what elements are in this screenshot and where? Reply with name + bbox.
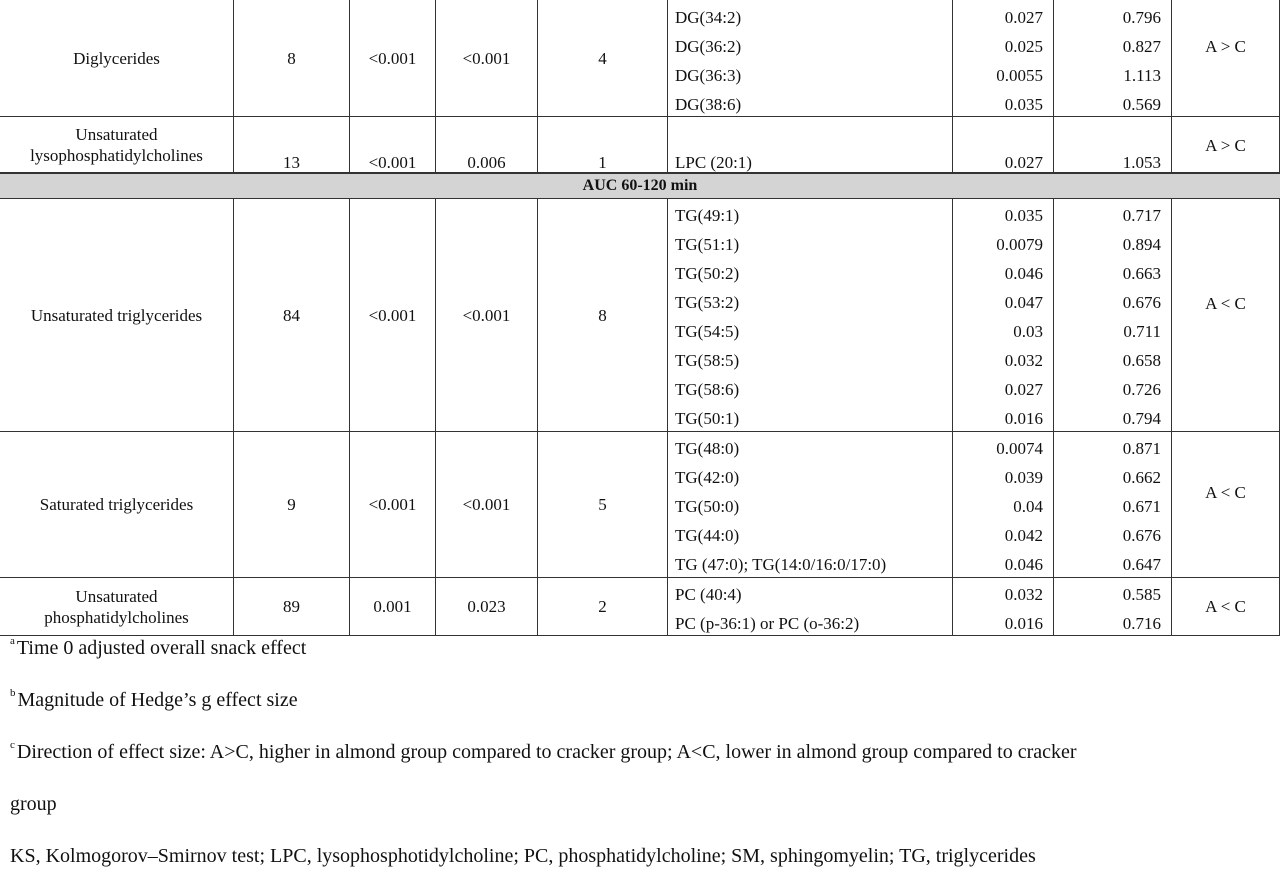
ks-p-value: 0.035	[1004, 205, 1043, 225]
significant-count-cell	[537, 432, 667, 577]
footnote-b	[10, 689, 298, 712]
lipid-class-cell	[0, 0, 233, 116]
p-value-2: <0.001	[462, 305, 511, 325]
p-value-1-cell	[349, 117, 435, 172]
n-cell	[233, 432, 349, 577]
effect-size: 0.711	[1123, 321, 1161, 341]
significant-count: 2	[598, 597, 607, 616]
p-value-1-cell	[349, 0, 435, 116]
footnote-text: group	[10, 793, 57, 815]
ks-p-value: 0.047	[1004, 292, 1043, 312]
direction-value: A > C	[1205, 37, 1246, 56]
ks-p-value: 0.04	[1013, 496, 1043, 516]
lipid-species: TG(49:1)	[675, 205, 740, 225]
lipid-species-cell	[667, 432, 952, 577]
effect-size: 0.716	[1122, 613, 1161, 633]
lipid-species: TG(44:0)	[675, 525, 740, 545]
lipid-class-label: Diglycerides	[73, 48, 160, 68]
lipid-species: PC (40:4)	[675, 584, 742, 604]
significant-count: 4	[598, 48, 607, 68]
effect-size: 0.794	[1122, 408, 1161, 428]
n-cell	[233, 117, 349, 172]
ks-p-value: 0.032	[1004, 350, 1043, 370]
lipid-class-cell	[0, 199, 233, 431]
ks-p-value: 0.035	[1004, 94, 1043, 114]
p-value-2-cell	[435, 0, 537, 116]
lipid-species: DG(36:2)	[675, 36, 742, 56]
ks-p-value: 0.027	[1004, 152, 1043, 172]
effect-size-cell	[1053, 432, 1171, 577]
significant-count-cell	[537, 0, 667, 116]
footnote-text: Time 0 adjusted overall snack effect	[16, 637, 307, 659]
p-value-1-cell	[349, 199, 435, 431]
effect-size: 0.726	[1122, 379, 1161, 399]
direction-value: A < C	[1205, 483, 1246, 502]
lipid-class-label: Unsaturated	[75, 124, 158, 144]
table-row	[0, 199, 1280, 432]
lipid-class-cell	[0, 578, 233, 635]
lipid-species: LPC (20:1)	[675, 152, 752, 172]
ks-p-value: 0.027	[1004, 7, 1043, 27]
effect-size: 1.113	[1123, 65, 1161, 85]
ks-p-value: 0.025	[1004, 36, 1043, 56]
section-header-label: AUC 60-120 min	[582, 177, 698, 194]
effect-size: 0.676	[1122, 292, 1161, 312]
footnote-c	[10, 741, 1077, 764]
effect-size-cell	[1053, 117, 1171, 172]
n-value: 9	[287, 495, 296, 514]
p-value-1: <0.001	[368, 152, 417, 172]
effect-size: 0.827	[1122, 36, 1161, 56]
ks-p-value: 0.03	[1013, 321, 1043, 341]
effect-size: 0.569	[1122, 94, 1161, 114]
p-value-2-cell	[435, 432, 537, 577]
p-value-2-cell	[435, 199, 537, 431]
table-row	[0, 578, 1280, 636]
effect-size: 0.871	[1122, 438, 1161, 458]
p-value-1-cell	[349, 578, 435, 635]
lipid-species-cell	[667, 578, 952, 635]
lipid-class-label: Unsaturated	[75, 586, 158, 606]
ks-p-value: 0.0055	[996, 65, 1043, 85]
lipid-species: DG(34:2)	[675, 7, 742, 27]
direction-cell	[1171, 199, 1280, 431]
effect-size: 0.796	[1122, 7, 1161, 27]
ks-p-value: 0.016	[1004, 408, 1043, 428]
significant-count: 5	[598, 495, 607, 514]
lipid-species: TG(50:2)	[675, 263, 740, 283]
effect-size-cell	[1053, 578, 1171, 635]
n-value: 13	[283, 152, 300, 172]
effect-size: 0.894	[1122, 234, 1161, 254]
effect-size: 0.663	[1122, 263, 1161, 283]
p-value-2: 0.023	[467, 597, 506, 616]
p-value-2: <0.001	[462, 48, 511, 68]
ks-p-value: 0.0074	[996, 438, 1043, 458]
lipid-species: TG(48:0)	[675, 438, 740, 458]
lipid-species-cell	[667, 0, 952, 116]
direction-value: A < C	[1205, 294, 1246, 313]
effect-size: 0.647	[1122, 554, 1161, 574]
ks-p-value-cell	[952, 0, 1053, 116]
ks-p-value: 0.032	[1004, 584, 1043, 604]
lipid-species: TG(53:2)	[675, 292, 740, 312]
p-value-1: <0.001	[368, 305, 417, 325]
n-value: 8	[287, 48, 296, 68]
footnote-marker: b	[10, 687, 16, 699]
ks-p-value-cell	[952, 117, 1053, 172]
effect-size-cell	[1053, 0, 1171, 116]
direction-value: A < C	[1205, 597, 1246, 616]
footnote-marker: a	[10, 635, 15, 647]
p-value-2-cell	[435, 117, 537, 172]
lipid-class-label: lysophosphatidylcholines	[30, 145, 203, 165]
ks-p-value: 0.046	[1004, 263, 1043, 283]
lipid-species-cell	[667, 117, 952, 172]
abbreviations-note	[10, 845, 1036, 868]
p-value-2: <0.001	[462, 495, 511, 514]
direction-value: A > C	[1205, 135, 1246, 155]
ks-p-value-cell	[952, 578, 1053, 635]
lipid-species: TG(58:5)	[675, 350, 740, 370]
lipid-species: TG(51:1)	[675, 234, 740, 254]
ks-p-value-cell	[952, 199, 1053, 431]
effect-size: 0.717	[1122, 205, 1161, 225]
significant-count-cell	[537, 117, 667, 172]
n-cell	[233, 199, 349, 431]
lipid-class-cell	[0, 432, 233, 577]
lipid-species: TG(58:6)	[675, 379, 740, 399]
footnote-c-continued	[10, 793, 57, 816]
effect-size: 0.662	[1122, 467, 1161, 487]
lipid-species: TG(50:1)	[675, 408, 740, 428]
ks-p-value: 0.046	[1004, 554, 1043, 574]
direction-cell	[1171, 117, 1280, 172]
footnote-marker: c	[10, 739, 15, 751]
n-cell	[233, 578, 349, 635]
significant-count: 1	[598, 152, 607, 172]
effect-size: 0.658	[1122, 350, 1161, 370]
p-value-2-cell	[435, 578, 537, 635]
lipid-class-label: Saturated triglycerides	[39, 495, 194, 514]
significant-count-cell	[537, 578, 667, 635]
lipid-class-label: Unsaturated triglycerides	[30, 305, 203, 325]
footnote-text: Magnitude of Hedge’s g effect size	[17, 689, 298, 711]
ks-p-value: 0.016	[1004, 613, 1043, 633]
ks-p-value-cell	[952, 432, 1053, 577]
effect-size: 0.671	[1122, 496, 1161, 516]
n-value: 89	[283, 597, 300, 616]
ks-p-value: 0.042	[1004, 525, 1043, 545]
lipid-species-cell	[667, 199, 952, 431]
lipid-species: PC (p-36:1) or PC (o-36:2)	[675, 613, 860, 633]
direction-cell	[1171, 432, 1280, 577]
lipid-species: TG(42:0)	[675, 467, 740, 487]
p-value-1-cell	[349, 432, 435, 577]
effect-size-cell	[1053, 199, 1171, 431]
table-row	[0, 0, 1280, 117]
table-row	[0, 117, 1280, 173]
lipid-species: DG(36:3)	[675, 65, 742, 85]
footnote-a	[10, 637, 306, 660]
significant-count-cell	[537, 199, 667, 431]
lipid-class-cell	[0, 117, 233, 172]
direction-cell	[1171, 0, 1280, 116]
p-value-2: 0.006	[467, 152, 506, 172]
footnote-text: Direction of effect size: A>C, higher in almond group compared to cracker group; A<C, lower in almond group compared to cracker	[16, 741, 1077, 763]
lipid-species: TG(54:5)	[675, 321, 740, 341]
n-value: 84	[283, 305, 300, 325]
lipid-class-label: phosphatidylcholines	[44, 607, 189, 627]
ks-p-value: 0.0079	[996, 234, 1043, 254]
lipid-species: TG (47:0); TG(14:0/16:0/17:0)	[675, 554, 887, 574]
p-value-1: <0.001	[368, 48, 417, 68]
p-value-1: <0.001	[368, 495, 417, 514]
lipid-species: DG(38:6)	[675, 94, 742, 114]
effect-size: 1.053	[1122, 152, 1161, 172]
lipid-species: TG(50:0)	[675, 496, 740, 516]
n-cell	[233, 0, 349, 116]
direction-cell	[1171, 578, 1280, 635]
p-value-1: 0.001	[373, 597, 412, 616]
table-row	[0, 432, 1280, 578]
section-header	[0, 173, 1280, 199]
effect-size: 0.585	[1122, 584, 1161, 604]
ks-p-value: 0.027	[1004, 379, 1043, 399]
abbreviations-text: KS, Kolmogorov–Smirnov test; LPC, lysophosphotidylcholine; PC, phosphatidylcholine; SM, sphingomyelin; TG, triglycerides	[10, 845, 1036, 867]
ks-p-value: 0.039	[1004, 467, 1043, 487]
significant-count: 8	[598, 305, 607, 325]
effect-size: 0.676	[1122, 525, 1161, 545]
